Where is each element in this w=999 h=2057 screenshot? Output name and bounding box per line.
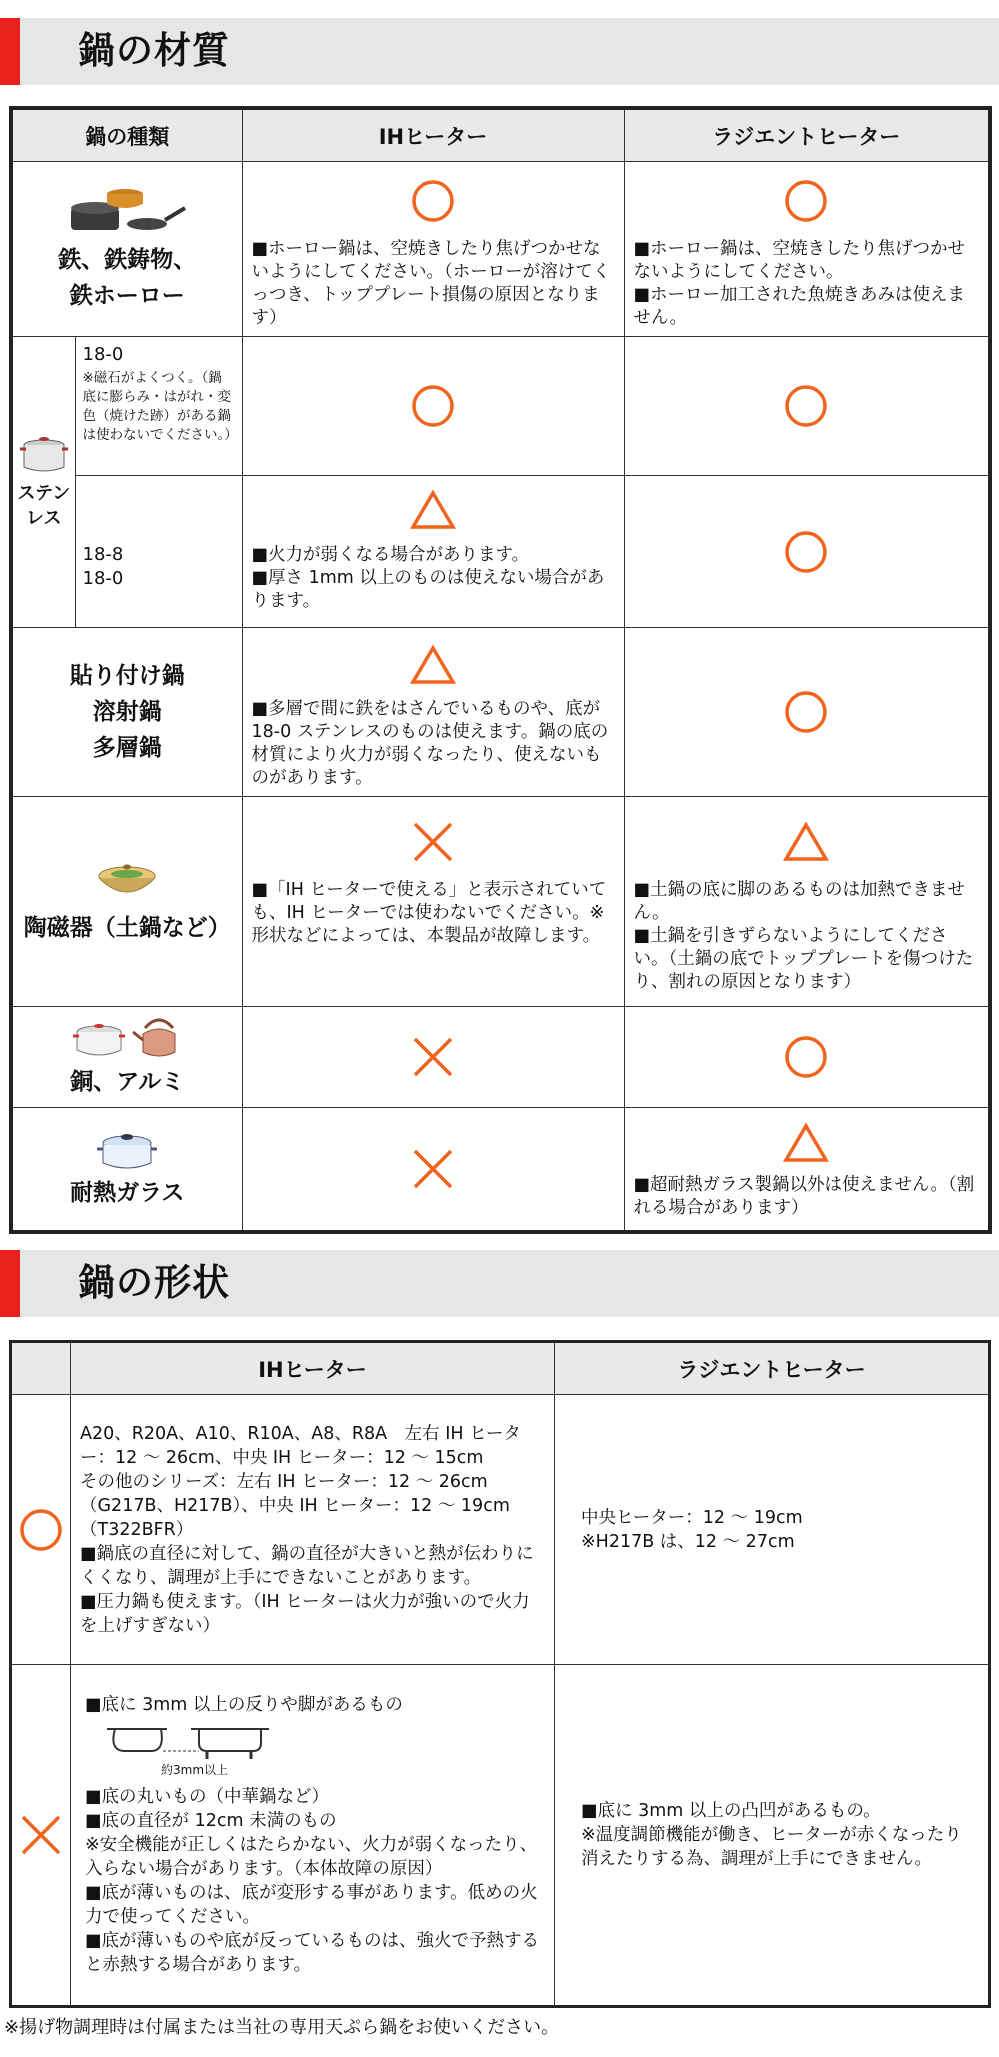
- radiant-cell: ■底に 3mm 以上の凸凹があるもの。 ※温度調節機能が働き、ヒーターが赤くなったり消えたりする為、調理が上手にできません。: [555, 1665, 990, 2007]
- pot-material-table: [9, 106, 992, 1234]
- pot-type-cell: [11, 1108, 242, 1232]
- note-text: ■土鍋の底に脚のあるものは加熱できません。 ■土鍋を引きずらないようにしてください。（土鍋の底でトッププレートを傷つけたり、割れの原因となります）: [633, 880, 974, 992]
- sub-type-note: ※磁石がよくつく。（鍋底に膨らみ・はがれ・変色（焼けた跡）がある鍋は使わないでください。）: [82, 370, 238, 443]
- accent-bar: [0, 18, 20, 85]
- table-header-row: [11, 108, 990, 162]
- sub-type-label: 18-8 18-0: [82, 543, 124, 589]
- pot-type-label: 多層鍋: [92, 735, 162, 761]
- circle-mark-icon: [625, 530, 989, 574]
- radiant-cell: [624, 162, 990, 337]
- pot-type-cell: [11, 162, 242, 337]
- table-row: [11, 1665, 990, 2007]
- ih-cell: [71, 1665, 555, 2007]
- ih-cell: [242, 1007, 624, 1108]
- pot-type-label: 耐熱ガラス: [70, 1179, 185, 1206]
- section-title: 鍋の材質: [78, 29, 230, 72]
- radiant-cell: 中央ヒーター：12 〜 19cm ※H217B は、12 〜 27cm: [555, 1395, 990, 1665]
- radiant-cell: [624, 1007, 990, 1108]
- radiant-cell: [624, 1108, 990, 1232]
- pot-type-cell: [11, 1007, 242, 1108]
- column-header: [11, 1342, 71, 1395]
- group-label: ステンレス: [17, 483, 71, 529]
- pot-and-frypan-icon: [67, 184, 187, 242]
- table-header-row: [11, 1342, 990, 1395]
- section-title: 鍋の形状: [78, 1261, 230, 1304]
- note-text: ■多層で間に鉄をはさんでいるものや、底が 18-0 ステンレスのものは使えます。鍋の底の材質により火力が弱くなったり、使えないものがあります。: [251, 699, 609, 788]
- column-header: ラジエントヒーター: [624, 108, 990, 162]
- note-text: ■ホーロー鍋は、空焼きしたり焦げつかせないようにしてください。（ホーローが溶けてくっつき、トッププレート損傷の原因となります）: [251, 239, 611, 328]
- pot-shape-table: [9, 1340, 991, 2008]
- condition-text: ■底に 3mm 以上の反りや脚があるもの: [85, 1695, 403, 1715]
- condition-text: ■底の丸いもの（中華鍋など） ■底の直径が 12cm 未満のもの ※安全機能が正しくはたらかない、火力が弱くなったり、入らない場合があります。（本体故障の原因） ■底が薄いものは、底が変形する事があります。低めの火力で使ってください。 ■底が薄いものや底が反っているものは、強火で予熱すると赤熱する場合があります。: [85, 1787, 540, 1975]
- cross-mark-icon: [243, 797, 624, 873]
- pot-bottom-diagram: [103, 1723, 544, 1781]
- section-header-material: [0, 18, 999, 85]
- pot-type-cell: [11, 797, 242, 1007]
- section-header-shape: [0, 1250, 999, 1317]
- column-header: ラジエントヒーター: [555, 1342, 990, 1395]
- sub-type-label: 18-0: [82, 344, 124, 365]
- ih-cell: [242, 476, 624, 628]
- accent-bar: [0, 1250, 20, 1317]
- column-header: IHヒーター: [242, 108, 624, 162]
- earthen-pot-icon: [94, 858, 160, 902]
- pot-type-cell: [11, 337, 75, 628]
- radiant-cell: [624, 476, 990, 628]
- stainless-pot-icon: [16, 433, 72, 477]
- triangle-mark-icon: [243, 476, 624, 538]
- ih-cell: A20、R20A、A10、R10A、A8、R8A 左右 IH ヒーター：12 〜 26cm、中央 IH ヒーター：12 〜 15cm その他のシリーズ：左右 IH ヒーター：12 〜 26cm（G217B、H217B）、中央 IH ヒーター：12 〜 19cm（T322BFR） ■鍋底の直径に対して、鍋の直径が大きいと熱が伝わりにくくなり、調理が上手にできないことがあります。 ■圧力鍋も使えます。（IH ヒーターは火力が強いので火力を上げすぎない）: [71, 1395, 555, 1665]
- column-header: 鍋の種類: [11, 108, 242, 162]
- pot-type-label: 銅、アルミ: [70, 1069, 185, 1095]
- ih-cell: [242, 337, 624, 476]
- note-text: ■超耐熱ガラス製鍋以外は使えません。（割れる場合があります）: [633, 1175, 975, 1218]
- table-row: [11, 1395, 990, 1665]
- table-row: [11, 1007, 990, 1108]
- sub-type-cell: [75, 337, 242, 476]
- pot-type-label: 貼り付け鍋: [69, 663, 185, 689]
- cross-mark-icon: [243, 1147, 624, 1191]
- footer-note: ※揚げ物調理時は付属または当社の専用天ぷら鍋をお使いください。: [4, 2017, 560, 2038]
- copper-pot-and-kettle-icon: [71, 1014, 183, 1064]
- column-header: IHヒーター: [71, 1342, 555, 1395]
- note-text: ■「IH ヒーターで使える」と表示されていても、IH ヒーターでは使わないでください。※形状などによっては、本製品が故障します。: [251, 880, 607, 946]
- radiant-cell: [624, 337, 990, 476]
- circle-mark-icon: [625, 384, 989, 428]
- table-row: [11, 628, 990, 797]
- cross-mark-icon: [243, 1035, 624, 1079]
- triangle-mark-icon: [625, 797, 989, 873]
- table-row: [11, 797, 990, 1007]
- pot-type-label: 鉄、鉄鋳物、: [58, 247, 197, 273]
- ih-cell: [242, 797, 624, 1007]
- table-row: [11, 162, 990, 337]
- mark-cell: [11, 1665, 71, 2007]
- circle-mark-icon: [625, 1035, 989, 1079]
- table-row: [11, 476, 990, 628]
- circle-mark-icon: [12, 1508, 70, 1552]
- table-row: [11, 1108, 990, 1232]
- circle-mark-icon: [243, 162, 624, 232]
- circle-mark-icon: [243, 384, 624, 428]
- triangle-mark-icon: [243, 628, 624, 692]
- pot-type-label: 陶磁器（土鍋など）: [23, 914, 231, 941]
- ih-cell: [242, 628, 624, 797]
- circle-mark-icon: [625, 690, 989, 734]
- warped-pot-bottom-icon: [103, 1723, 273, 1763]
- pot-type-cell: [11, 628, 242, 797]
- radiant-cell: [624, 628, 990, 797]
- diagram-label: 約3mm以上: [161, 1763, 229, 1777]
- cross-mark-icon: [12, 1813, 70, 1857]
- pot-type-label: 溶射鍋: [92, 699, 162, 725]
- note-text: ■火力が弱くなる場合があります。 ■厚さ 1mm 以上のものは使えない場合があります。: [251, 545, 605, 611]
- table-row: [11, 337, 990, 476]
- ih-cell: [242, 1108, 624, 1232]
- circle-mark-icon: [625, 162, 989, 232]
- ih-cell: [242, 162, 624, 337]
- sub-type-cell: [75, 476, 242, 628]
- mark-cell: [11, 1395, 71, 1665]
- pot-type-label: 鉄ホーロー: [69, 283, 185, 309]
- triangle-mark-icon: [625, 1108, 989, 1168]
- radiant-cell: [624, 797, 990, 1007]
- glass-pot-icon: [94, 1127, 160, 1175]
- note-text: ■ホーロー鍋は、空焼きしたり焦げつかせないようにしてください。 ■ホーロー加工された魚焼きあみは使えません。: [633, 239, 966, 328]
